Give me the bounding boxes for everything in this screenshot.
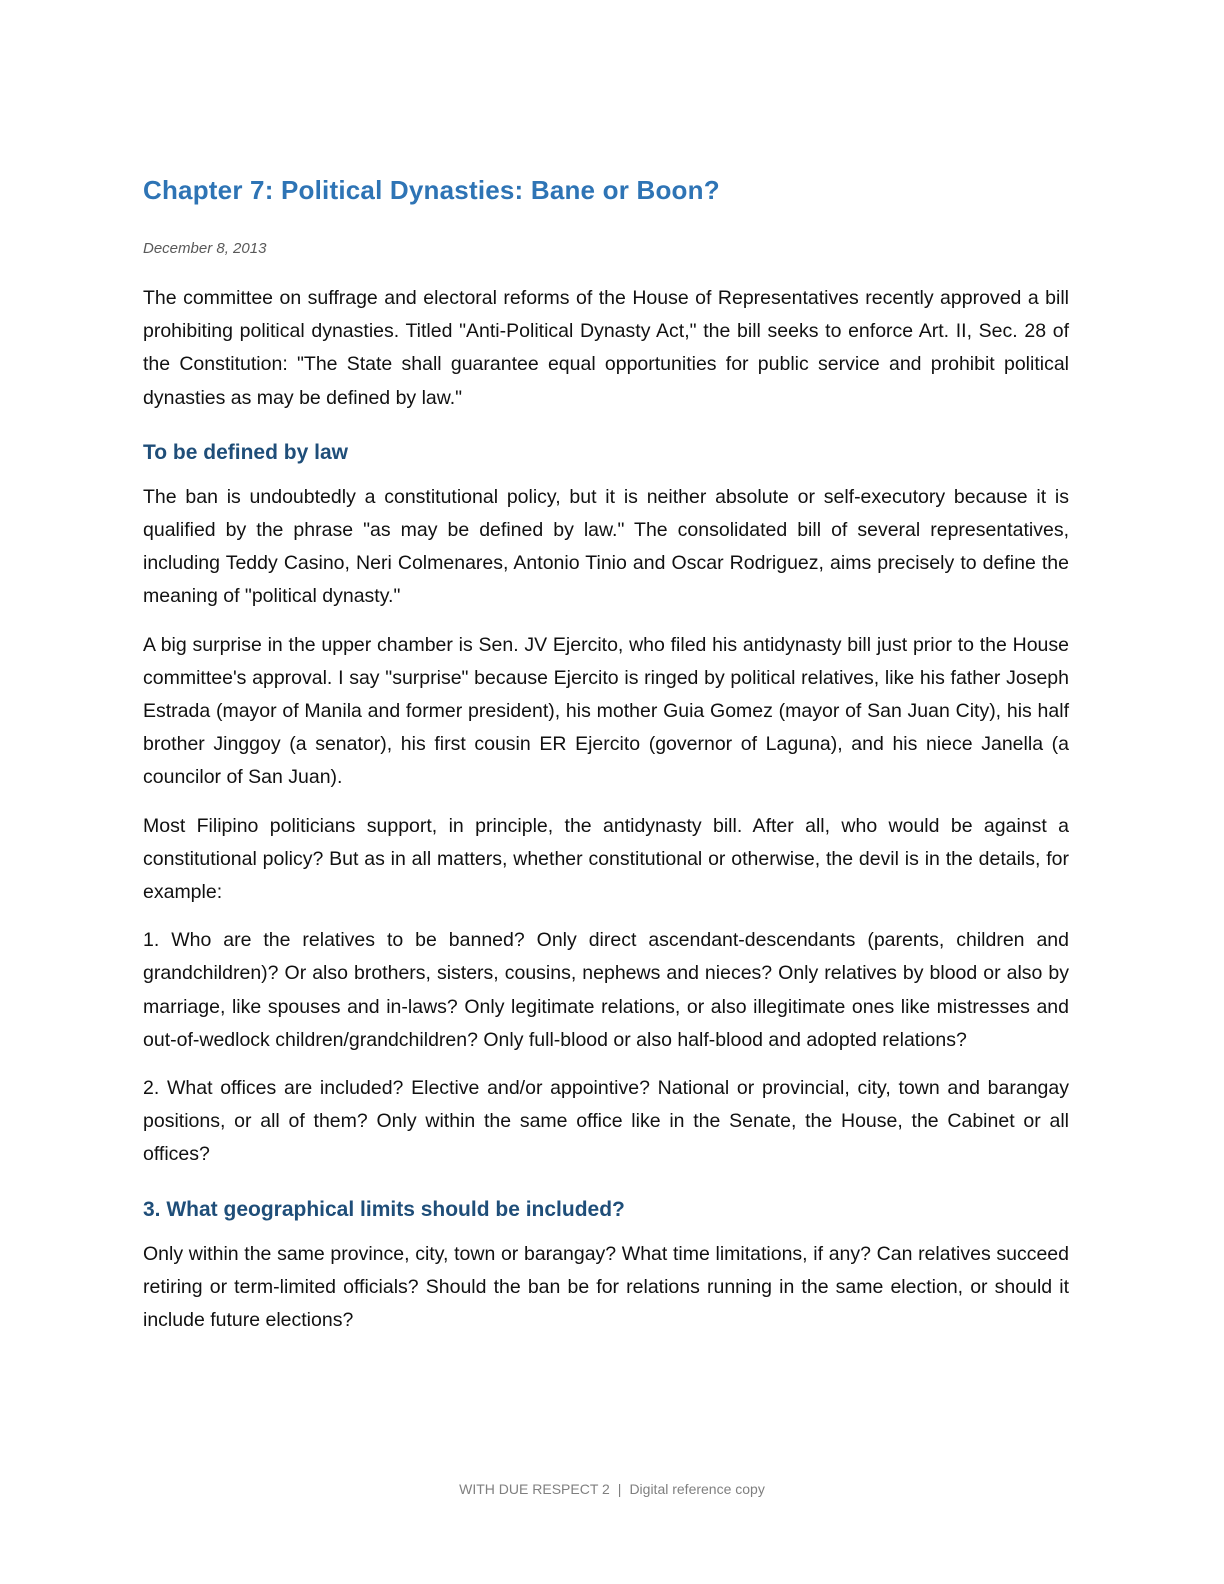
chapter-title: Chapter 7: Political Dynasties: Bane or Boon? xyxy=(143,175,720,205)
page-footer xyxy=(0,1479,1224,1499)
publication-date: December 8, 2013 xyxy=(143,240,267,257)
document-page xyxy=(143,168,1069,1352)
body-paragraph: A big surprise in the upper chamber is Sen. JV Ejercito, who filed his antidynasty bill just prior to the House committee's approval. I say "surprise" because Ejercito is ringed by political relatives, like his father Joseph Estrada (mayor of Manila and former president), his mother Guia Gomez (mayor of San Juan City), his half brother Jinggoy (a senator), his first cousin ER Ejercito (governor of Laguna), and his niece Janella (a councilor of San Juan). xyxy=(143,633,1069,789)
body-paragraph: The ban is undoubtedly a constitutional policy, but it is neither absolute or self-executory because it is qualified by the phrase "as may be defined by law." The consolidated bill of several representatives, including Teddy Casino, Neri Colmenares, Antonio Tinio and Oscar Rodriguez, aims precisely to define the meaning of "political dynasty." xyxy=(143,485,1069,608)
numbered-question-1: 1. Who are the relatives to be banned? Only direct ascendant-descendants (parents, children and grandchildren)? Or also brothers, sisters, cousins, nephews and nieces? Only relatives by blood or also by marriage, like spouses and in-laws? Only legitimate relations, or also illegitimate ones like mistresses and out-of-wedlock children/grandchildren? Only full-blood or also half-blood and adopted relations? xyxy=(143,929,1069,1051)
footer-book-title: WITH DUE RESPECT 2 xyxy=(459,1481,610,1497)
section-heading-geographical-limits: 3. What geographical limits should be included? xyxy=(143,1197,625,1221)
numbered-question-2: 2. What offices are included? Elective and/or appointive? National or provincial, city, town and barangay positions, or all of them? Only within the same office like in the Senate, the House, the Cabinet or all offices? xyxy=(143,1077,1069,1166)
body-paragraph: Most Filipino politicians support, in principle, the antidynasty bill. After all, who would be against a constitutional policy? But as in all matters, whether constitutional or otherwise, the devil is in the details, for example: xyxy=(143,814,1069,904)
footer-separator: | xyxy=(617,1481,622,1497)
intro-paragraph: The committee on suffrage and electoral reforms of the House of Representatives recently approved a bill prohibiting political dynasties. Titled "Anti-Political Dynasty Act," the bill seeks to enforce Art. II, Sec. 28 of the Constitution: "The State shall guarantee equal opportunities for public service and prohibit political dynasties as may be defined by law." xyxy=(143,287,1069,409)
section-heading-defined-by-law: To be defined by law xyxy=(143,440,348,464)
body-paragraph: Only within the same province, city, town or barangay? What time limitations, if any? Can relatives succeed retiring or term-limited officials? Should the ban be for relations running in the same election, or should it include future elections? xyxy=(143,1242,1069,1332)
footer-copy-note: Digital reference copy xyxy=(629,1481,765,1497)
